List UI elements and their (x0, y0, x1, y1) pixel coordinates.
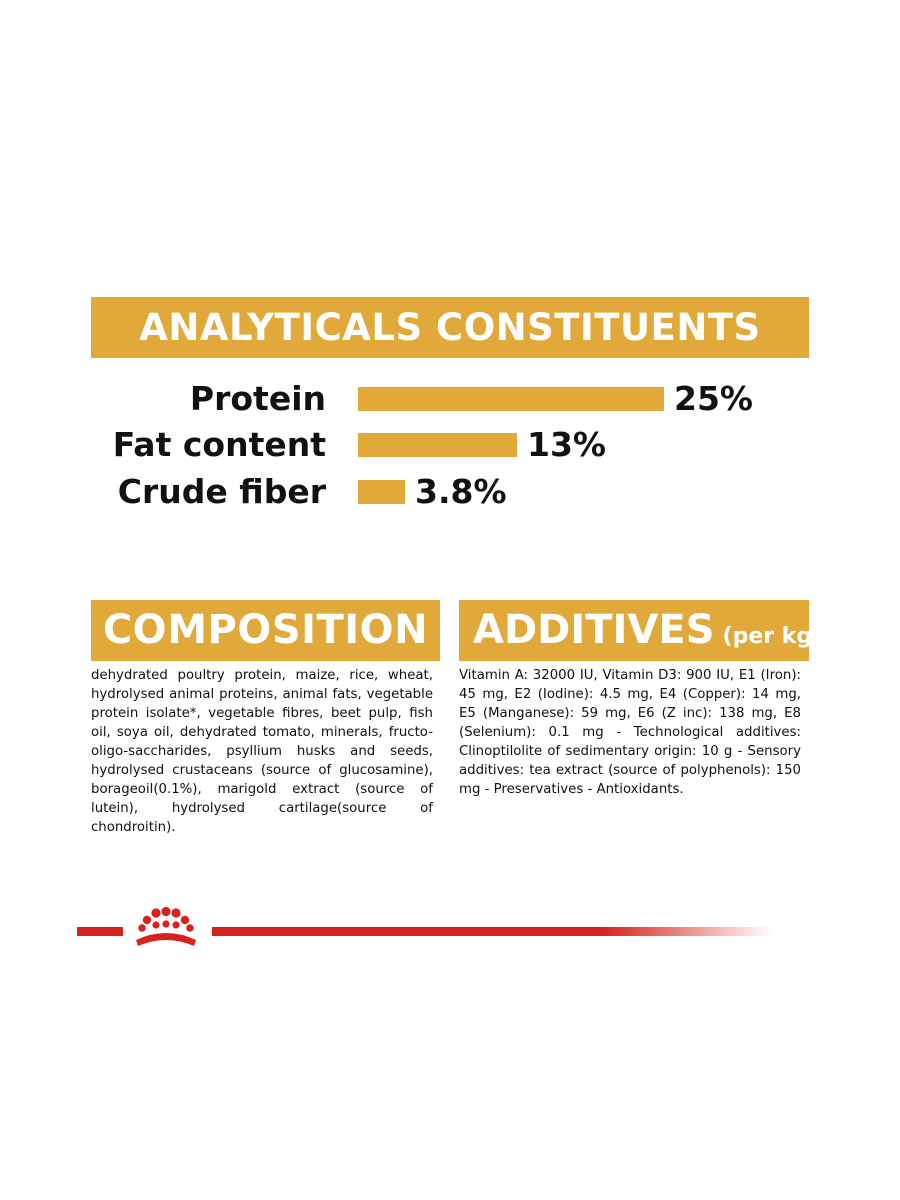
fat-content-bar (358, 433, 517, 457)
crown-logo-icon (126, 906, 206, 952)
crude-fiber-bar (358, 480, 405, 504)
additives-title: ADDITIVES (473, 607, 715, 653)
protein-bar (358, 387, 664, 411)
crude-fiber-label: Crude fiber (117, 472, 326, 511)
footer-line-left (77, 927, 123, 936)
fat-content-label: Fat content (112, 425, 326, 464)
additives-unit: (per kg) (722, 624, 823, 649)
footer-line-right (212, 927, 772, 936)
protein-value: 25% (674, 379, 753, 418)
analytics-title: ANALYTICALS CONSTITUENTS (91, 297, 809, 358)
composition-text: dehydrated poultry protein, maize, rice, wheat, hydrolysed animal proteins, animal fats, vegetable protein isolate*, vegetable fibres, beet pulp, fish oil, soya oil, dehydrated tomato, minerals, fructo-oligo-saccharides, psyllium husks and seeds, hydrolysed crustaceans (source of glucosamine), borageoil(0.1%), marigold extract (source of lutein), hydrolysed cartilage(source of chondroitin). (91, 668, 433, 835)
crude-fiber-value: 3.8% (415, 472, 507, 511)
additives-text: Vitamin A: 32000 IU, Vitamin D3: 900 IU, E1 (Iron): 45 mg, E2 (Iodine): 4.5 mg, E4 (Copper): 14 mg, E5 (Manganese): 59 mg, E6 (Z inc): 138 mg, E8 (Selenium): 0.1 mg - Technological additives: Clinoptilolite of sedimentary origin: 10 g - Sensory additives: tea extract (source of polyphenols): 150 mg - Preservatives - Antioxidants. (459, 668, 801, 797)
additives-header (459, 600, 823, 661)
protein-label: Protein (189, 379, 326, 418)
composition-title: COMPOSITION (91, 600, 440, 661)
fat-content-value: 13% (527, 425, 606, 464)
